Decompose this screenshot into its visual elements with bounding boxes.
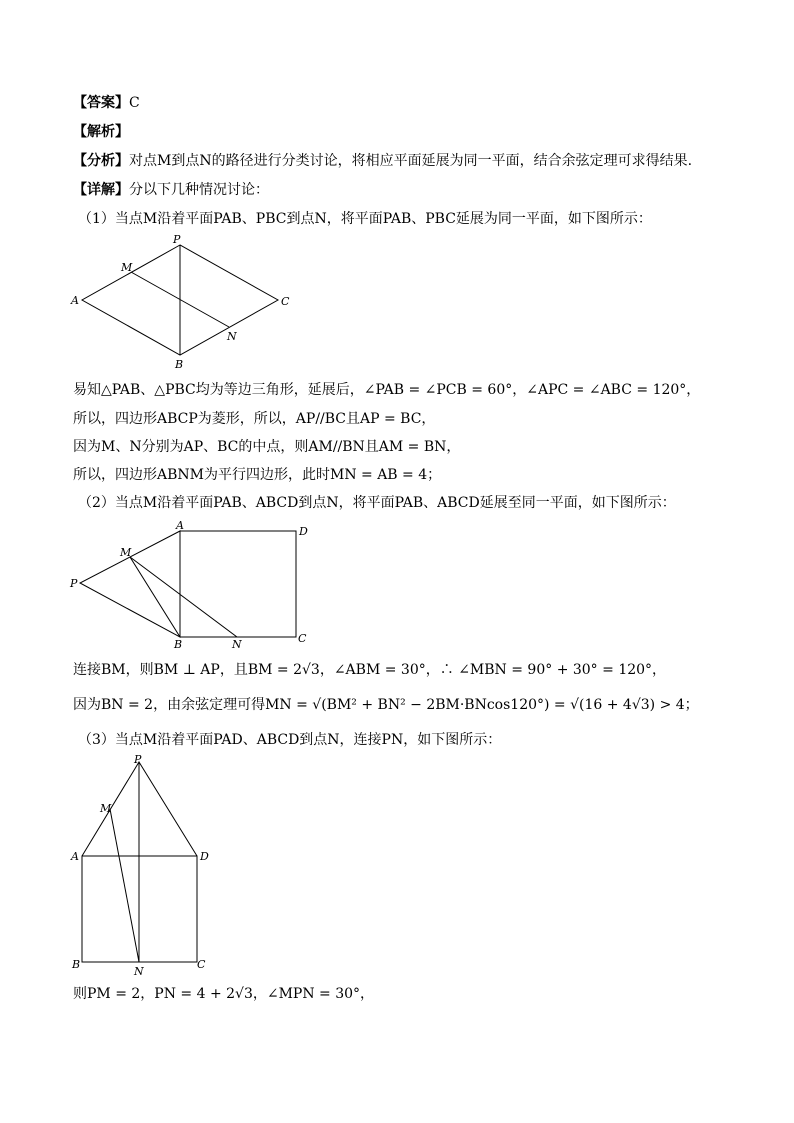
label-m: M (100, 802, 112, 815)
answer-line (73, 93, 140, 113)
label-b: B (174, 638, 183, 651)
fenxi-line (73, 151, 692, 171)
label-n: N (227, 330, 237, 343)
case3-line-1: 则PM = 2，PN = 4 + 2√3，∠MPN = 30°， (73, 986, 375, 1002)
label-c: C (281, 295, 290, 308)
case3-figure (65, 750, 225, 980)
label-a: A (71, 294, 79, 307)
label-m: M (121, 261, 133, 274)
case1-line-1: 易知△PAB、△PBC均为等边三角形，延展后，∠PAB = ∠PCB = 60°，∠APC = ∠ABC = 120°， (73, 382, 701, 398)
label-n: N (134, 965, 144, 978)
xiangjie-tag: 【详解】 (73, 182, 129, 198)
label-a: A (176, 519, 184, 532)
label-p: P (173, 233, 181, 246)
xiangjie-text: 分以下几种情况讨论： (129, 182, 269, 198)
analysis-line (73, 122, 129, 142)
label-b: B (175, 358, 184, 371)
label-b: B (72, 958, 81, 971)
case1-figure (65, 230, 305, 375)
segment-mb (130, 557, 180, 637)
answer-value: C (129, 95, 140, 111)
case1-heading: （1）当点M沿着平面PAB、PBC到点N，将平面PAB、PBC延展为同一平面，如下图所示： (78, 211, 652, 227)
fenxi-text: 对点M到点N的路径进行分类讨论，将相应平面延展为同一平面，结合余弦定理可求得结果. (129, 153, 693, 169)
case3-heading: （3）当点M沿着平面PAD、ABCD到点N，连接PN，如下图所示： (78, 732, 502, 748)
case2-line-1: 连接BM，则BM ⊥ AP，且BM = 2√3，∠ABM = 30°，∴ ∠MBN = 90° + 30° = 120°， (73, 662, 667, 678)
case2-figure (65, 515, 315, 650)
label-p: P (70, 577, 78, 590)
case1-line-3: 因为M、N分别为AP、BC的中点，则AM//BN且AM = BN， (73, 439, 461, 455)
label-d: D (299, 525, 308, 538)
analysis-tag: 【解析】 (73, 124, 129, 140)
label-c: C (197, 958, 206, 971)
label-m: M (120, 546, 132, 559)
label-d: D (200, 850, 209, 863)
segment-mn (130, 557, 237, 637)
fenxi-tag: 【分析】 (73, 153, 129, 169)
label-n: N (232, 638, 242, 651)
case1-line-2: 所以，四边形ABCP为菱形，所以，AP//BC且AP = BC， (73, 411, 436, 427)
answer-tag: 【答案】 (73, 95, 129, 111)
label-c: C (298, 632, 307, 645)
case2-heading: （2）当点M沿着平面PAB、ABCD到点N，将平面PAB、ABCD延展至同一平面，如下图所示： (78, 495, 676, 511)
case1-line-4: 所以，四边形ABNM为平行四边形，此时MN = AB = 4； (73, 467, 442, 483)
xiangjie-line (73, 180, 269, 200)
segment-mn (110, 809, 139, 962)
square-abcd (180, 531, 296, 637)
case2-line-2: 因为BN = 2，由余弦定理可得MN = √(BM² + BN² − 2BM·BNcos120°) = √(16 + 4√3) > 4； (73, 697, 699, 713)
label-a: A (71, 850, 79, 863)
label-p: P (134, 753, 142, 766)
